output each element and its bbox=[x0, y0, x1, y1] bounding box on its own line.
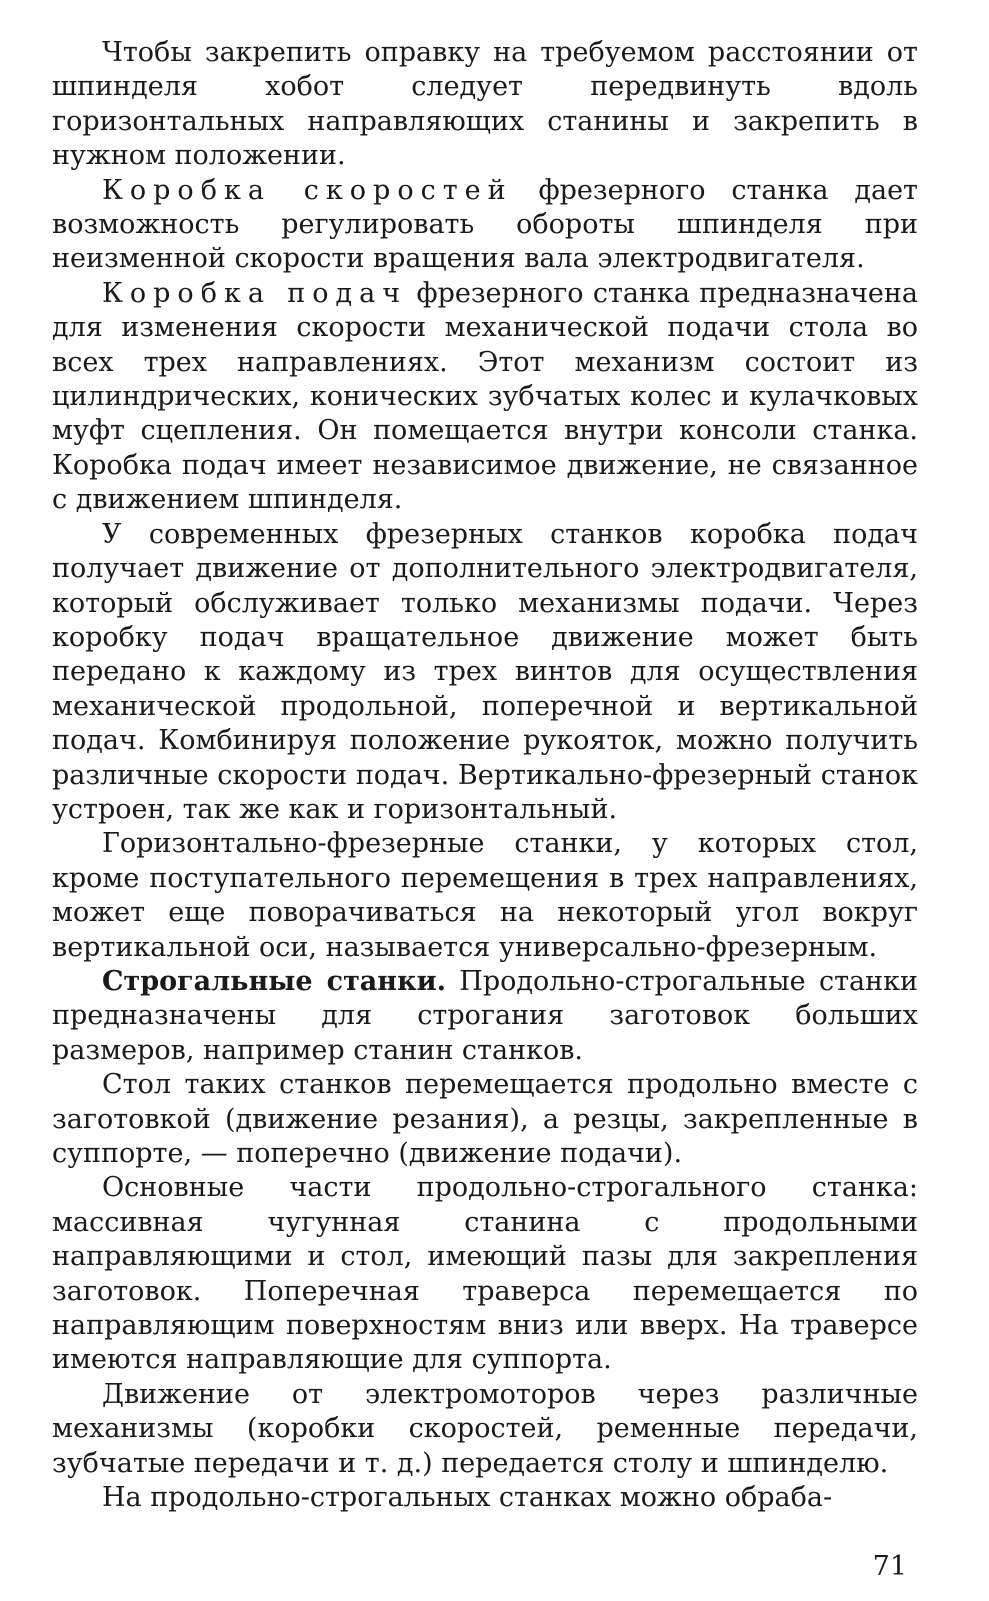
paragraph-10-text: На продольно-строгальных станках можно обраба- bbox=[102, 1482, 833, 1514]
paragraph-5 bbox=[52, 827, 918, 965]
paragraph-9-text: Движение от электромоторов через различные механизмы (коробки скоростей, ременные передачи, зубчатые передачи и т. д.) передается столу и шпинделю. bbox=[52, 1378, 918, 1479]
paragraph-9 bbox=[52, 1378, 918, 1481]
paragraph-3-text: фрезерного станка предназначена для изменения скорости механической подачи стола во всех трех направлениях. Этот механизм состоит из цилиндрических, конических зубчатых колес и кулачковых муфт сцепления. Он помещается внутри консоли станка. Коробка подач имеет независимое движение, не связанное с движением шпинделя. bbox=[52, 277, 919, 516]
paragraph-7-text: Стол таких станков перемещается продольно вместе с заготовкой (движение резания), а резцы, закрепленные в суппорте, — поперечно (движение подачи). bbox=[52, 1069, 918, 1169]
paragraph-8 bbox=[52, 1171, 918, 1377]
section-heading-planing-machines: Строгальные станки. bbox=[102, 965, 446, 997]
paragraph-3-spaced-term: Коробка подач bbox=[102, 277, 408, 309]
paragraph-2-spaced-term: Коробка скоростей bbox=[102, 174, 513, 206]
paragraph-10 bbox=[52, 1481, 918, 1515]
page-body bbox=[52, 36, 918, 1515]
paragraph-5-text: Горизонтально-фрезерные станки, у которых стол, кроме поступательного перемещения в трех направлениях, может еще поворачиваться на некоторый угол вокруг вертикальной оси, называется универсально-фрезерным. bbox=[52, 828, 918, 963]
paragraph-4 bbox=[52, 518, 918, 828]
page-number: 71 bbox=[872, 1551, 907, 1582]
paragraph-8-text: Основные части продольно-строгального станка: массивная чугунная станина с продольными направляющими и стол, имеющий пазы для закрепления заготовок. Поперечная траверса перемещается по направляющим поверхностям вниз или вверх. На траверсе имеются направляющие для суппорта. bbox=[52, 1172, 918, 1376]
paragraph-3 bbox=[52, 277, 918, 518]
paragraph-6 bbox=[52, 965, 918, 1068]
paragraph-2-text: фрезерного станка дает возможность регулировать обороты шпинделя при неизменной скорости вращения вала электродвигателя. bbox=[52, 174, 918, 275]
paragraph-7 bbox=[52, 1068, 918, 1171]
paragraph-1 bbox=[52, 36, 918, 174]
paragraph-2 bbox=[52, 174, 918, 277]
paragraph-4-text: У современных фрезерных станков коробка подач получает движение от дополнительного электродвигателя, который обслуживает только механизмы подачи. Через коробку подач вращательное движение может быть передано к каждому из трех винтов для осуществления механической продольной, поперечной и вертикальной подач. Комбинируя положение рукояток, можно получить различные скорости подач. Вертикально-фрезерный станок устроен, так же как и горизонтальный. bbox=[52, 518, 918, 825]
paragraph-1-text: Чтобы закрепить оправку на требуемом расстоянии от шпинделя хобот следует передвинуть вдоль горизонтальных направляющих станины и закрепить в нужном положении. bbox=[52, 37, 918, 172]
paragraph-6-text: Продольно-строгальные станки предназначены для строгания заготовок больших размеров, например станин станков. bbox=[52, 965, 918, 1066]
